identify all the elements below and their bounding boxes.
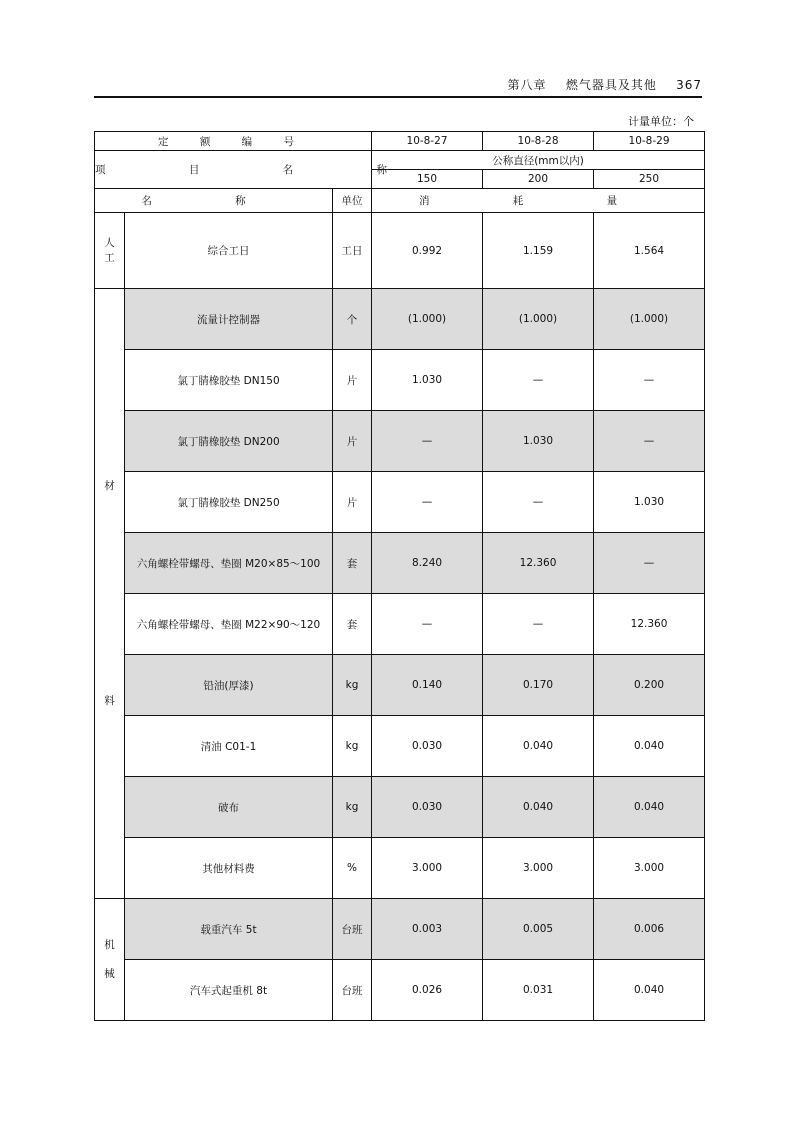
chapter-number: 第八章 [507,78,547,92]
consumption-header [372,189,705,213]
row-value: — [594,411,705,472]
row-value: 0.030 [372,716,483,777]
table-row [95,716,705,777]
row-value: 8.240 [372,533,483,594]
row-value: 12.360 [483,533,594,594]
row-value: 0.040 [483,777,594,838]
row-value: 0.030 [372,777,483,838]
row-unit: 个 [333,289,372,350]
row-name: 六角螺栓带螺母、垫圈 M20×85～100 [125,533,333,594]
row-unit: kg [333,777,372,838]
row-unit: kg [333,716,372,777]
row-unit: 套 [333,594,372,655]
row-value: 3.000 [483,838,594,899]
row-value: 0.005 [483,899,594,960]
code-cell: 10-8-27 [372,132,483,151]
row-value: — [372,594,483,655]
code-cell: 10-8-29 [594,132,705,151]
row-value: 0.140 [372,655,483,716]
header-rule [94,96,702,98]
code-label: 定 额 编 号 [158,135,309,148]
code-row [95,132,705,151]
row-value: 3.000 [372,838,483,899]
row-name: 流量计控制器 [125,289,333,350]
row-name: 六角螺栓带螺母、垫圈 M22×90～120 [125,594,333,655]
table-row [95,533,705,594]
row-value: 0.026 [372,960,483,1021]
diameter-label-row [95,151,705,170]
quota-table [94,131,705,1021]
row-value: 12.360 [594,594,705,655]
row-value: — [372,472,483,533]
row-value: 1.564 [594,213,705,289]
table-row [95,655,705,716]
row-unit: % [333,838,372,899]
consumption-label: 消 耗 量 [418,195,658,207]
row-value: — [594,350,705,411]
row-value: 0.003 [372,899,483,960]
table-row [95,289,705,350]
table-row [95,472,705,533]
row-name: 铅油(厚漆) [125,655,333,716]
row-unit: 台班 [333,960,372,1021]
category-labor: 人 工 [95,213,125,289]
diameter-cell: 150 [372,170,483,189]
row-value: 1.030 [483,411,594,472]
row-name: 破布 [125,777,333,838]
row-value: (1.000) [372,289,483,350]
table-row [95,899,705,960]
row-value: 0.040 [483,716,594,777]
table-row [95,960,705,1021]
row-unit: 片 [333,350,372,411]
name-label: 名 称 [141,195,286,207]
table-row [95,777,705,838]
row-unit: kg [333,655,372,716]
diameter-cell: 250 [594,170,705,189]
row-value: 0.040 [594,777,705,838]
row-name: 汽车式起重机 8t [125,960,333,1021]
table-row [95,213,705,289]
diameter-cell: 200 [483,170,594,189]
row-value: 0.040 [594,960,705,1021]
code-cell: 10-8-28 [483,132,594,151]
row-value: (1.000) [483,289,594,350]
diameter-label-cell: 公称直径(mm以内) [372,151,705,170]
row-unit: 片 [333,411,372,472]
row-name: 氯丁腈橡胶垫 DN150 [125,350,333,411]
unit-header: 单位 [333,189,372,213]
table-row [95,838,705,899]
row-value: 0.006 [594,899,705,960]
row-value: 3.000 [594,838,705,899]
row-value: — [483,594,594,655]
row-value: 1.030 [594,472,705,533]
row-unit: 工日 [333,213,372,289]
column-header-row [95,189,705,213]
row-name: 载重汽车 5t [125,899,333,960]
row-value: — [594,533,705,594]
row-value: — [483,350,594,411]
chapter-heading [508,76,702,93]
row-value: 0.992 [372,213,483,289]
row-name: 其他材料费 [125,838,333,899]
row-unit: 片 [333,472,372,533]
row-value: — [372,411,483,472]
unit-note: 计量单位：个 [628,115,694,128]
table-row [95,594,705,655]
row-unit: 套 [333,533,372,594]
row-name: 清油 C01-1 [125,716,333,777]
row-value: 0.031 [483,960,594,1021]
name-header [95,189,333,213]
row-name: 综合工日 [125,213,333,289]
row-value: (1.000) [594,289,705,350]
row-value: 0.040 [594,716,705,777]
page-header [94,70,702,98]
category-machine: 机 械 [95,899,125,1021]
chapter-title: 燃气器具及其他 [565,78,657,92]
row-unit: 台班 [333,899,372,960]
row-value: 1.159 [483,213,594,289]
row-name: 氯丁腈橡胶垫 DN200 [125,411,333,472]
item-label: 项 目 名 称 [95,164,428,176]
row-name: 氯丁腈橡胶垫 DN250 [125,472,333,533]
row-value: 0.200 [594,655,705,716]
table-row [95,350,705,411]
row-value: 0.170 [483,655,594,716]
page-number: 367 [676,78,702,92]
table-row [95,411,705,472]
category-material: 材 料 [95,289,125,899]
row-value: — [483,472,594,533]
row-value: 1.030 [372,350,483,411]
code-label-cell [95,132,372,151]
